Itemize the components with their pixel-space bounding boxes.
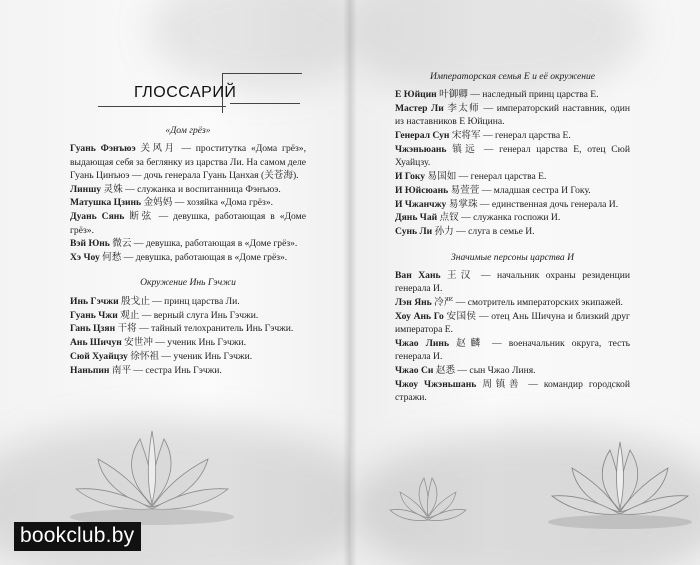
entry-text: 易萱萱 — младшая сестра И Гоку. bbox=[448, 184, 591, 196]
page-title: ГЛОССАРИЙ bbox=[134, 84, 237, 101]
glossary-entry bbox=[395, 184, 630, 197]
entry-text: 孙力 — слуга в семье И. bbox=[432, 226, 535, 238]
site-watermark: bookclub.by bbox=[14, 522, 141, 551]
entry-text: 李太师 — императорский наставник, один из наставников Е Юйцина. bbox=[395, 103, 630, 128]
entry-name: Чжао Линь bbox=[395, 337, 450, 349]
entry-text: 南平 — сестра Инь Гэчжи. bbox=[109, 364, 222, 376]
entry-name: Ань Шичун bbox=[70, 337, 122, 349]
entry-text: 安世冲 — ученик Инь Гэчжи. bbox=[121, 337, 246, 349]
entry-name: Чжоу Чжэньшань bbox=[395, 378, 477, 390]
entry-name: И Юйсюань bbox=[395, 184, 449, 196]
glossary-entry bbox=[395, 337, 630, 364]
glossary-entry bbox=[70, 183, 306, 196]
glossary-entry bbox=[70, 295, 306, 308]
lotus-illustration-left bbox=[62, 425, 242, 530]
entry-text: 金妈妈 — хозяйка «Дома грёз». bbox=[141, 197, 274, 209]
entry-name: Чжао Си bbox=[395, 364, 434, 376]
lotus-illustration-small bbox=[388, 470, 468, 530]
title-rule-right bbox=[230, 103, 300, 104]
entry-text: 王汉 — начальник охраны резиденции генерала И. bbox=[395, 269, 630, 295]
glossary-entry bbox=[70, 309, 306, 322]
section-heading-yi-notables: Значимые персоны царства И bbox=[450, 251, 575, 263]
glossary-entry bbox=[395, 211, 630, 224]
entry-name: Сунь Ли bbox=[395, 226, 433, 238]
section-entries-yi-notables bbox=[395, 269, 630, 404]
entry-text: 断弦 — девушка, работающая в «Доме грёз». bbox=[70, 211, 306, 236]
entry-name: Мастер Ли bbox=[395, 103, 444, 115]
entry-name: Наньпин bbox=[70, 364, 110, 376]
entry-text: 安国侯 — отец Ань Шичуна и близкий друг императора Е. bbox=[395, 310, 630, 336]
entry-name: Гань Цзян bbox=[70, 323, 116, 335]
entry-name: Сюй Хуайцзу bbox=[70, 350, 128, 362]
glossary-entry bbox=[70, 237, 306, 250]
entry-text: 徐怀祖 — ученик Инь Гэчжи. bbox=[127, 350, 253, 362]
entry-text: 殷戈止 — принц царства Ли. bbox=[118, 295, 240, 307]
section-entries-yin-gezhi-circle bbox=[70, 295, 306, 377]
glossary-entry bbox=[70, 196, 306, 209]
glossary-entry bbox=[395, 198, 630, 211]
entry-text: 干将 — тайный телохранитель Инь Гэчжи. bbox=[115, 323, 294, 335]
glossary-entry bbox=[70, 251, 306, 264]
entry-name: Вэй Юнь bbox=[70, 238, 110, 250]
glossary-entry bbox=[395, 310, 630, 337]
entry-name: Матушка Цзинь bbox=[70, 197, 142, 209]
entry-text: 周镇善 — командир городской стражи. bbox=[395, 378, 630, 404]
entry-text: 宋将军 — генерал царства Е. bbox=[449, 130, 571, 142]
glossary-entry bbox=[395, 88, 630, 101]
entry-name: Гуань Фэнъюэ bbox=[70, 143, 136, 155]
entry-name: Е Юйцин bbox=[395, 89, 437, 101]
entry-name: Ван Хань bbox=[395, 269, 441, 281]
entry-text: 关风月 — проститутка «Дома грёз», выдающая себя за беглянку из царства Ли. На самом деле Гуань Цинъюэ — дочь генерала Гуань Цанхая (关苍海). bbox=[70, 143, 306, 181]
entry-name: И Гоку bbox=[395, 171, 426, 183]
entry-text: 赵麟 — военачальник округа, тесть генерала И. bbox=[395, 337, 630, 363]
entry-name: Инь Гэчжи bbox=[70, 295, 119, 307]
section-heading-yin-gezhi-circle: Окружение Инь Гэчжи bbox=[140, 277, 236, 289]
glossary-entry bbox=[70, 210, 306, 237]
entry-name: Чжэньюань bbox=[395, 143, 447, 155]
entry-text: 点钗 — служанка госпожи И. bbox=[437, 212, 561, 224]
glossary-entry bbox=[395, 269, 630, 296]
right-page bbox=[350, 0, 700, 565]
entry-text: 易国如 — генерал царства Е. bbox=[425, 171, 547, 183]
entry-text: 冷严 — смотритель императорских экипажей. bbox=[431, 296, 623, 308]
lotus-illustration-right bbox=[540, 438, 700, 533]
title-rule-top bbox=[222, 73, 302, 74]
entry-text: 赵悉 — сын Чжао Линя. bbox=[433, 364, 536, 376]
section-entries-dream-house bbox=[70, 142, 306, 264]
entry-text: 叶御卿 — наследный принц царства Е. bbox=[436, 89, 599, 101]
glossary-entry bbox=[395, 129, 630, 142]
section-heading-dream-house: «Дом грёз» bbox=[165, 125, 211, 136]
entry-name: Хоу Ань Го bbox=[395, 310, 444, 322]
entry-name: Хэ Чоу bbox=[70, 252, 100, 264]
entry-name: Линшу bbox=[70, 183, 102, 195]
section-entries-imperial-family bbox=[395, 88, 630, 238]
glossary-entry bbox=[395, 143, 630, 170]
glossary-entry bbox=[70, 350, 306, 363]
entry-name: Гуань Чжи bbox=[70, 309, 118, 321]
entry-name: Лэн Янь bbox=[395, 296, 432, 308]
glossary-entry bbox=[70, 336, 306, 349]
glossary-entry bbox=[70, 142, 306, 182]
entry-text: 镇远 — генерал царства Е, отец Сюй Хуайцзу. bbox=[395, 143, 630, 169]
entry-name: И Чжанчжу bbox=[395, 198, 447, 210]
entry-name: Дуань Сянь bbox=[70, 211, 125, 223]
section-heading-imperial-family: Императорская семья Е и её окружение bbox=[429, 71, 596, 82]
glossary-entry bbox=[70, 322, 306, 335]
entry-text: 易掌珠 — единственная дочь генерала И. bbox=[446, 198, 619, 210]
glossary-entry bbox=[395, 378, 630, 405]
entry-name: Дянь Чай bbox=[395, 212, 438, 224]
entry-name: Генерал Сун bbox=[395, 130, 450, 142]
entry-text: 灵姝 — служанка и воспитанница Фэнъюэ. bbox=[101, 183, 281, 195]
title-rule-left bbox=[98, 106, 226, 107]
glossary-entry bbox=[395, 296, 630, 309]
book-gutter bbox=[343, 0, 357, 565]
entry-text: 微云 — девушка, работающая в «Доме грёз». bbox=[109, 238, 298, 250]
glossary-entry bbox=[395, 364, 630, 377]
left-glossary-column bbox=[70, 124, 306, 378]
entry-text: 何愁 — девушка, работающая в «Доме грёз». bbox=[99, 252, 288, 264]
glossary-entry bbox=[395, 170, 630, 183]
glossary-entry bbox=[395, 225, 630, 238]
entry-text: 观止 — верный слуга Инь Гэчжи. bbox=[117, 309, 259, 321]
glossary-entry bbox=[70, 364, 306, 377]
glossary-entry bbox=[395, 102, 630, 129]
right-glossary-column bbox=[395, 70, 630, 405]
